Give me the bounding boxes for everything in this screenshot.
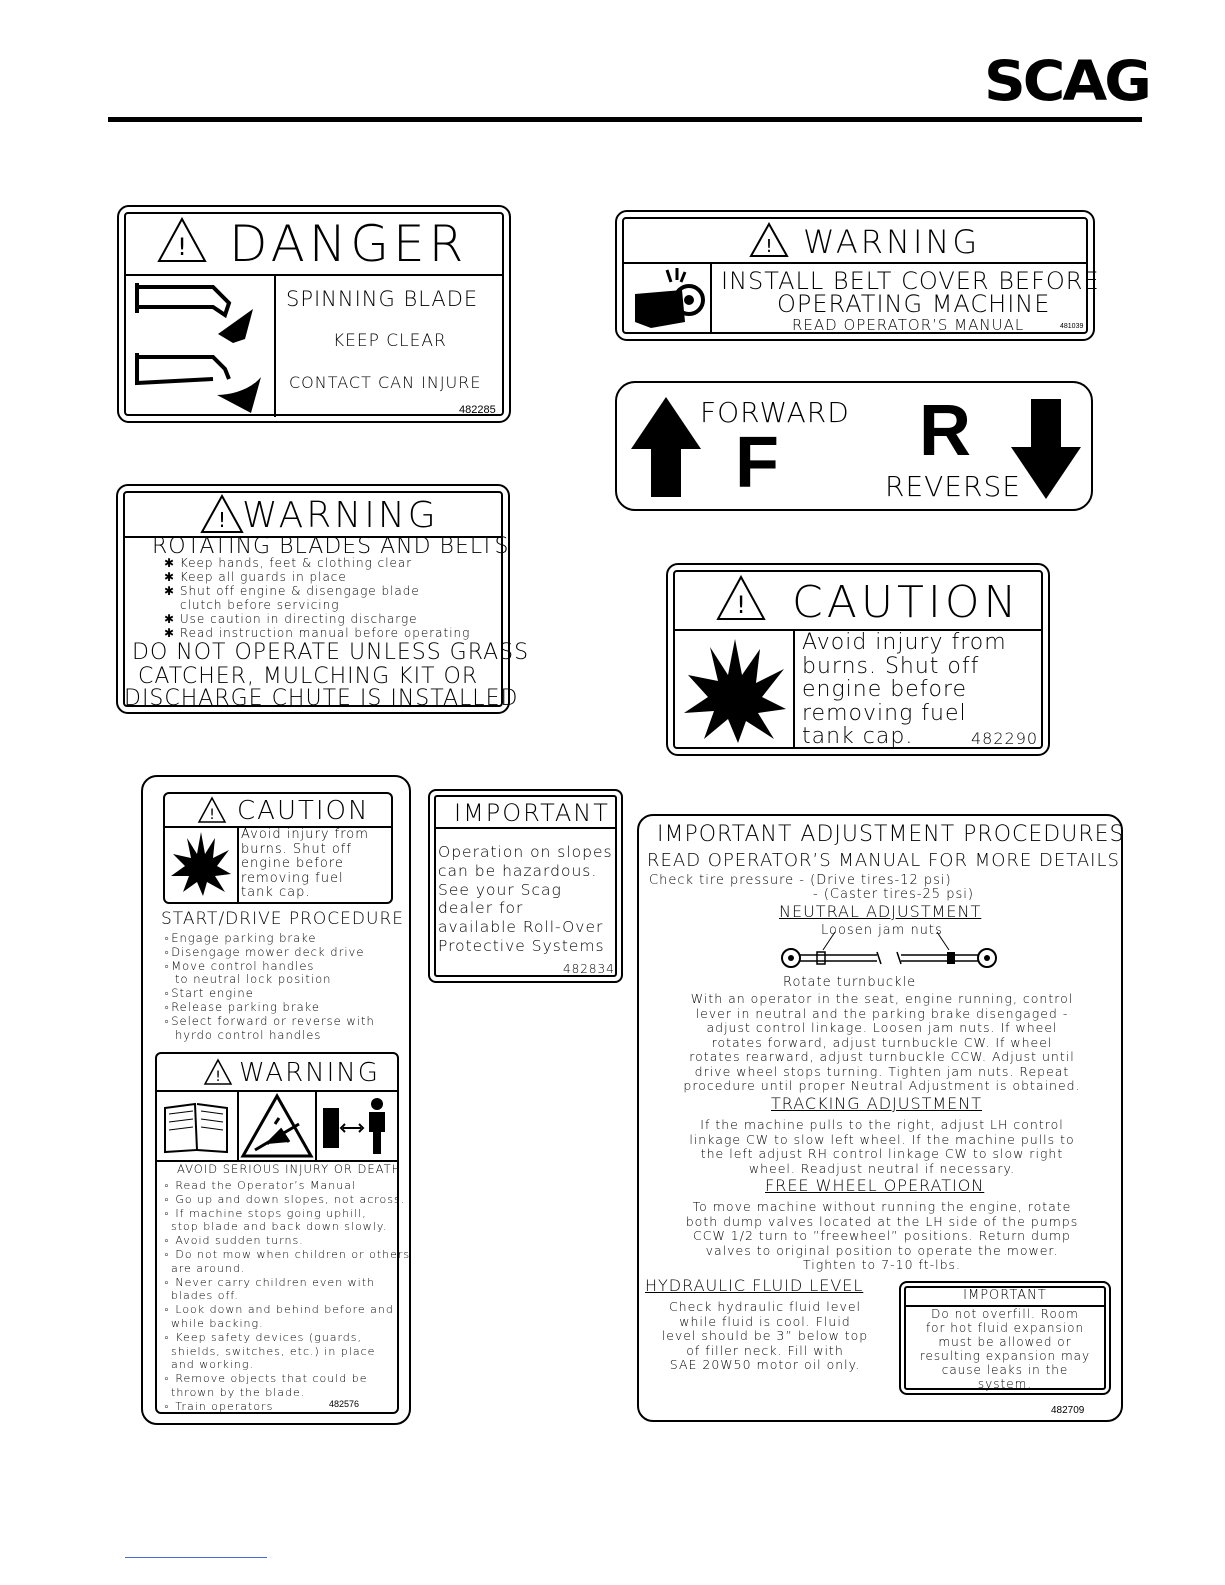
belt-cover-part-number: 481039 — [1060, 323, 1084, 330]
hydraulic-title: HYDRAULIC FLUID LEVEL — [645, 1276, 864, 1295]
important-slopes-decal — [428, 789, 623, 983]
list-item: ∘ Go up and down slopes, not across. — [163, 1192, 406, 1206]
list-item: ∘ Avoid sudden turns. — [163, 1234, 304, 1248]
list-item: ✱ Read instruction manual before operating — [164, 626, 471, 640]
belt-cover-line2: OPERATING MACHINE — [777, 290, 1051, 318]
list-item: to neutral lock position — [175, 972, 332, 987]
inner-caution-text: Avoid injury from burns. Shut off engine before removing fuel tank cap. — [241, 827, 369, 900]
warning-triangle-icon — [197, 796, 227, 824]
inner-warning-list — [163, 1179, 410, 1414]
procedure-steps — [163, 932, 375, 1042]
explosion-icon — [680, 635, 790, 745]
danger-line1: SPINNING BLADE — [286, 287, 479, 311]
forward-letter: F — [735, 423, 779, 503]
list-item: ∘ Remove objects that could be — [163, 1372, 368, 1386]
rotating-blades-title: ROTATING BLADES AND BELTS — [152, 534, 510, 559]
belt-cover-line1: INSTALL BELT COVER BEFORE — [721, 267, 1100, 295]
start-drive-part-number: 482576 — [329, 1399, 360, 1409]
list-item: ∘Release parking brake — [163, 999, 320, 1014]
tracking-title: TRACKING ADJUSTMENT — [771, 1094, 983, 1113]
list-item: ∘ Train operators — [163, 1399, 274, 1413]
warning-belt-cover-decal — [615, 210, 1100, 341]
list-item: ∘ Look down and behind before and — [163, 1303, 394, 1317]
header-rule — [108, 117, 1142, 122]
tire-pressure-line2: - (Caster tires-25 psi) — [813, 887, 974, 902]
rotating-blades-footer1: DO NOT OPERATE UNLESS GRASS — [132, 640, 530, 665]
spinning-blade-hand-icon — [133, 279, 263, 419]
footer-link-rule — [125, 1557, 267, 1558]
list-item: are around. — [171, 1261, 246, 1275]
reverse-label: REVERSE — [885, 470, 1021, 503]
scag-logo: SCAG — [984, 48, 1149, 114]
warning-triangle-icon — [203, 1058, 233, 1086]
list-item: ∘ Read the Operator’s Manual — [163, 1179, 356, 1192]
list-item: shields, switches, etc.) in place — [171, 1344, 376, 1358]
svg-text:!: ! — [217, 508, 227, 532]
inner-warning-box — [155, 1052, 411, 1414]
warning-triangle-icon — [716, 575, 766, 621]
hydraulic-text: Check hydraulic fluid level while fluid is cool. Fluid level should be 3” below top of filler neck. Fill with SAE 20W50 motor oil only. — [661, 1299, 869, 1372]
danger-line3: CONTACT CAN INJURE — [289, 373, 482, 392]
freewheel-title: FREE WHEEL OPERATION — [765, 1176, 985, 1195]
direction-decal — [615, 381, 1093, 511]
list-item: blades off. — [171, 1289, 239, 1303]
danger-header: DANGER — [229, 215, 468, 273]
list-item: ∘Select forward or reverse with — [163, 1013, 375, 1028]
keep-away-person-icon — [319, 1094, 395, 1158]
inner-warning-title: AVOID SERIOUS INJURY OR DEATH — [177, 1162, 402, 1176]
read-manual-icon — [161, 1094, 233, 1158]
rotating-blades-header: WARNING — [242, 495, 439, 536]
list-item: hyrdo control handles — [175, 1027, 322, 1042]
danger-line2: KEEP CLEAR — [333, 331, 447, 351]
neutral-title: NEUTRAL ADJUSTMENT — [779, 902, 982, 921]
svg-text:!: ! — [215, 1069, 221, 1085]
reverse-arrow-icon — [1009, 397, 1083, 501]
belt-cover-line3: READ OPERATOR’S MANUAL — [792, 316, 1025, 334]
list-item: ∘ Keep safety devices (guards, — [163, 1330, 362, 1344]
danger-part-number: 482285 — [459, 404, 496, 416]
svg-text:!: ! — [177, 233, 187, 261]
belt-cover-header: WARNING — [803, 223, 981, 261]
rotating-blades-footer2: CATCHER, MULCHING KIT OR — [138, 664, 479, 689]
inner-caution-box — [163, 792, 393, 904]
tracking-text: If the machine pulls to the right, adjust LH control linkage CW to slow left wheel. If the machine pulls to the left adjust RH control linkage CW to slow right wheel. Readjust neutral if necessary. — [689, 1117, 1075, 1176]
warning-triangle-icon — [749, 222, 789, 258]
caution-header: CAUTION — [792, 577, 1021, 628]
list-item: ✱ Shut off engine & disengage blade — [164, 584, 420, 598]
explosion-icon — [169, 830, 233, 900]
inner-warning-header: WARNING — [239, 1058, 380, 1088]
start-drive-decal — [141, 775, 411, 1425]
neutral-text: With an operator in the seat, engine running, control lever in neutral and the parking brake disengaged - adjust control linkage. Loosen jam nuts. If wheel rotates forward, adjust turnbuckle CW. If wheel rotates rearward, adjust turnbuckle CCW. Adjust until drive wheel stops turning. Tighten jam nuts. Repeat procedure until proper Neutral Adjustment is obtained. — [683, 991, 1081, 1093]
warning-rotating-blades-decal — [116, 484, 530, 714]
inner-important-box — [899, 1281, 1111, 1395]
inner-caution-header: CAUTION — [237, 796, 370, 826]
forward-label: FORWARD — [700, 396, 850, 429]
list-item: ∘ Do not mow when children or others — [163, 1247, 411, 1261]
warning-triangle-icon — [157, 217, 207, 263]
list-item: while backing. — [171, 1316, 264, 1330]
caution-fuel-decal — [666, 563, 1050, 756]
adjustment-subtitle: READ OPERATOR’S MANUAL FOR MORE DETAILS — [647, 850, 1120, 871]
turnbuckle-diagram — [777, 938, 1007, 978]
list-item: ∘ Never carry children even with — [163, 1275, 375, 1289]
list-item: ∘ If machine stops going uphill, — [163, 1206, 367, 1220]
svg-text:!: ! — [765, 236, 773, 257]
freewheel-text: To move machine without running the engine, rotate both dump valves located at the LH side of the pumps CCW 1/2 turn to ”freewheel” positions. Return dump valves to original position to operate the mower. Tighten to 7-10 ft-lbs. — [685, 1199, 1079, 1272]
adjustment-procedures-decal — [637, 814, 1123, 1422]
list-item: ∘Start engine — [163, 986, 254, 1001]
slope-hazard-icon — [241, 1094, 313, 1158]
list-item: ✱ Keep all guards in place — [164, 570, 347, 584]
rotating-blades-footer3: DISCHARGE CHUTE IS INSTALLED — [124, 686, 519, 711]
belt-entanglement-icon — [627, 264, 707, 332]
list-item: ✱ Keep hands, feet & clothing clear — [164, 556, 413, 570]
adjustment-title: IMPORTANT ADJUSTMENT PROCEDURES — [657, 822, 1125, 847]
list-item: ✱ Use caution in directing discharge — [164, 612, 418, 626]
tire-pressure-line1: Check tire pressure - (Drive tires-12 psi) — [649, 873, 952, 888]
important-slopes-part-number: 482834 — [563, 962, 615, 976]
warning-triangle-icon — [200, 494, 244, 534]
caution-text: Avoid injury from burns. Shut off engine before removing fuel tank cap. — [802, 630, 1007, 749]
procedure-title: START/DRIVE PROCEDURE — [161, 909, 405, 929]
svg-text:!: ! — [736, 591, 746, 619]
list-item: thrown by the blade. — [171, 1385, 306, 1399]
svg-text:!: ! — [209, 807, 215, 823]
caution-part-number: 482290 — [971, 729, 1039, 748]
list-item: ∘Move control handles — [163, 958, 315, 973]
important-slopes-text: Operation on slopes can be hazardous. See your Scag dealer for available Roll-Over Protective Systems — [438, 843, 613, 955]
important-slopes-header: IMPORTANT — [454, 799, 610, 827]
list-item: clutch before servicing — [180, 598, 340, 612]
list-item: ∘Engage parking brake — [163, 931, 317, 945]
rotate-label: Rotate turnbuckle — [783, 975, 917, 990]
rotating-blades-list — [164, 556, 470, 640]
list-item: ∘Disengage mower deck drive — [163, 944, 365, 959]
list-item: stop blade and back down slowly. — [171, 1220, 388, 1234]
danger-decal — [117, 205, 511, 423]
list-item: and working. — [171, 1358, 254, 1372]
loosen-label: Loosen jam nuts — [821, 923, 943, 938]
inner-important-header: IMPORTANT — [963, 1288, 1047, 1303]
inner-important-text: Do not overfill. Room for hot fluid expansion must be allowed or resulting expansion may cause leaks in the system. — [919, 1307, 1091, 1391]
adjustment-part-number: 482709 — [1051, 1405, 1085, 1416]
forward-arrow-icon — [629, 395, 703, 499]
reverse-letter: R — [919, 391, 971, 471]
